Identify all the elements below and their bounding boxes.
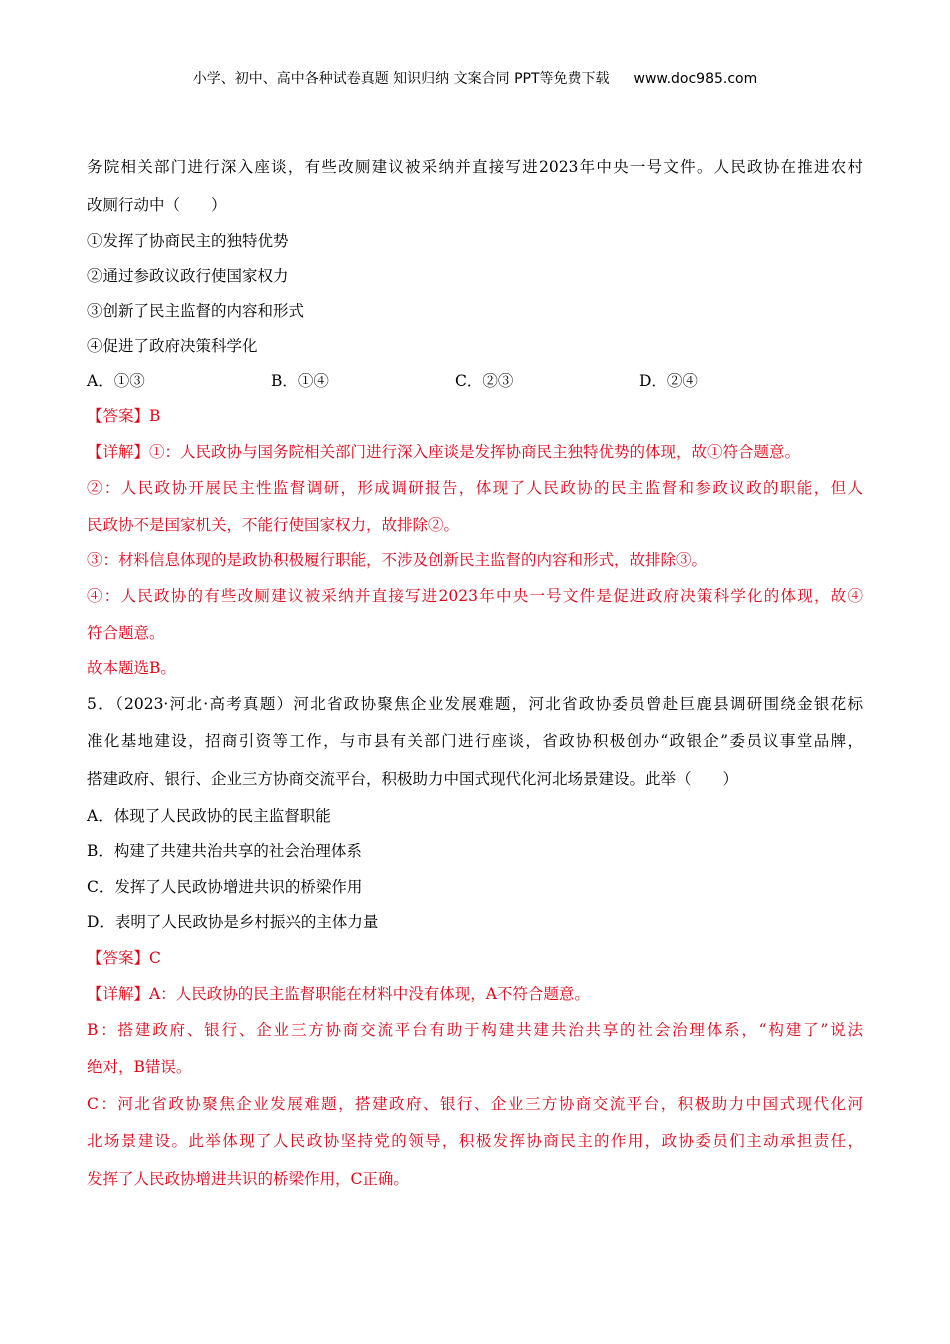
q4-option-c: C．②③ (455, 372, 514, 390)
q4-item: ④促进了政府决策科学化 (87, 337, 258, 355)
q5-analysis-line: 【详解】A：人民政协的民主监督职能在材料中没有体现，A不符合题意。 (87, 985, 590, 1003)
q4-item: ①发挥了协商民主的独特优势 (87, 232, 289, 250)
q4-option-a: A．①③ (87, 372, 145, 390)
q4-analysis-line: ③：材料信息体现的是政协积极履行职能，不涉及创新民主监督的内容和形式，故排除③。 (87, 551, 708, 569)
q5-stem-line: 搭建政府、银行、企业三方协商交流平台，积极助力中国式现代化河北场景建设。此举（ ） (87, 770, 739, 788)
q5-option-a: A．体现了人民政协的民主监督职能 (87, 807, 331, 825)
q5-analysis-line: B：搭建政府、银行、企业三方协商交流平台有助于构建共建共治共享的社会治理体系，“构建了”说法 (87, 1021, 863, 1039)
q4-answer: 【答案】B (87, 407, 161, 425)
q4-analysis-line: 【详解】①：人民政协与国务院相关部门进行深入座谈是发挥协商民主独特优势的体现，故①符合题意。 (87, 443, 801, 461)
q4-item: ②通过参政议政行使国家权力 (87, 267, 289, 285)
q5-stem-line: 准化基地建设，招商引资等工作，与市县有关部门进行座谈，省政协积极创办“政银企”委员议事堂品牌， (87, 732, 863, 750)
q5-analysis-line: 发挥了人民政协增进共识的桥梁作用，C正确。 (87, 1170, 409, 1188)
q4-option-d: D．②④ (639, 372, 698, 390)
q4-analysis-line: ④：人民政协的有些改厕建议被采纳并直接写进2023年中央一号文件是促进政府决策科学化的体现，故④ (87, 587, 863, 605)
q4-item: ③创新了民主监督的内容和形式 (87, 302, 305, 320)
q5-analysis-line: 北场景建设。此举体现了人民政协坚持党的领导，积极发挥协商民主的作用，政协委员们主动承担责任， (87, 1132, 863, 1150)
q5-stem-line: 5．（2023·河北·高考真题）河北省政协聚焦企业发展难题，河北省政协委员曾赴巨鹿县调研围绕金银花标 (87, 695, 863, 713)
q5-answer: 【答案】C (87, 949, 161, 967)
q5-option-b: B．构建了共建共治共享的社会治理体系 (87, 842, 362, 860)
q4-analysis-line: 符合题意。 (87, 624, 165, 642)
q4-analysis-line: 民政协不是国家机关，不能行使国家权力，故排除②。 (87, 516, 460, 534)
q4-analysis-line: 故本题选B。 (87, 659, 176, 677)
q5-option-c: C．发挥了人民政协增进共识的桥梁作用 (87, 878, 363, 896)
q4-analysis-line: ②：人民政协开展民主性监督调研，形成调研报告，体现了人民政协的民主监督和参政议政的职能，但人 (87, 479, 863, 497)
q4-stem-line: 改厕行动中（ ） (87, 196, 227, 214)
header-text: 小学、初中、高中各种试卷真题 知识归纳 文案合同 PPT等免费下载 (192, 71, 610, 87)
q4-option-b: B．①④ (271, 372, 329, 390)
page-header (0, 68, 950, 88)
q5-option-d: D．表明了人民政协是乡村振兴的主体力量 (87, 913, 379, 931)
q5-analysis-line: 绝对，B错误。 (87, 1058, 192, 1076)
q5-analysis-line: C：河北省政协聚焦企业发展难题，搭建政府、银行、企业三方协商交流平台，积极助力中国式现代化河 (87, 1095, 863, 1113)
header-url[interactable]: www.doc985.com (633, 71, 758, 87)
q4-stem-line: 务院相关部门进行深入座谈，有些改厕建议被采纳并直接写进2023年中央一号文件。人民政协在推进农村 (87, 158, 863, 176)
